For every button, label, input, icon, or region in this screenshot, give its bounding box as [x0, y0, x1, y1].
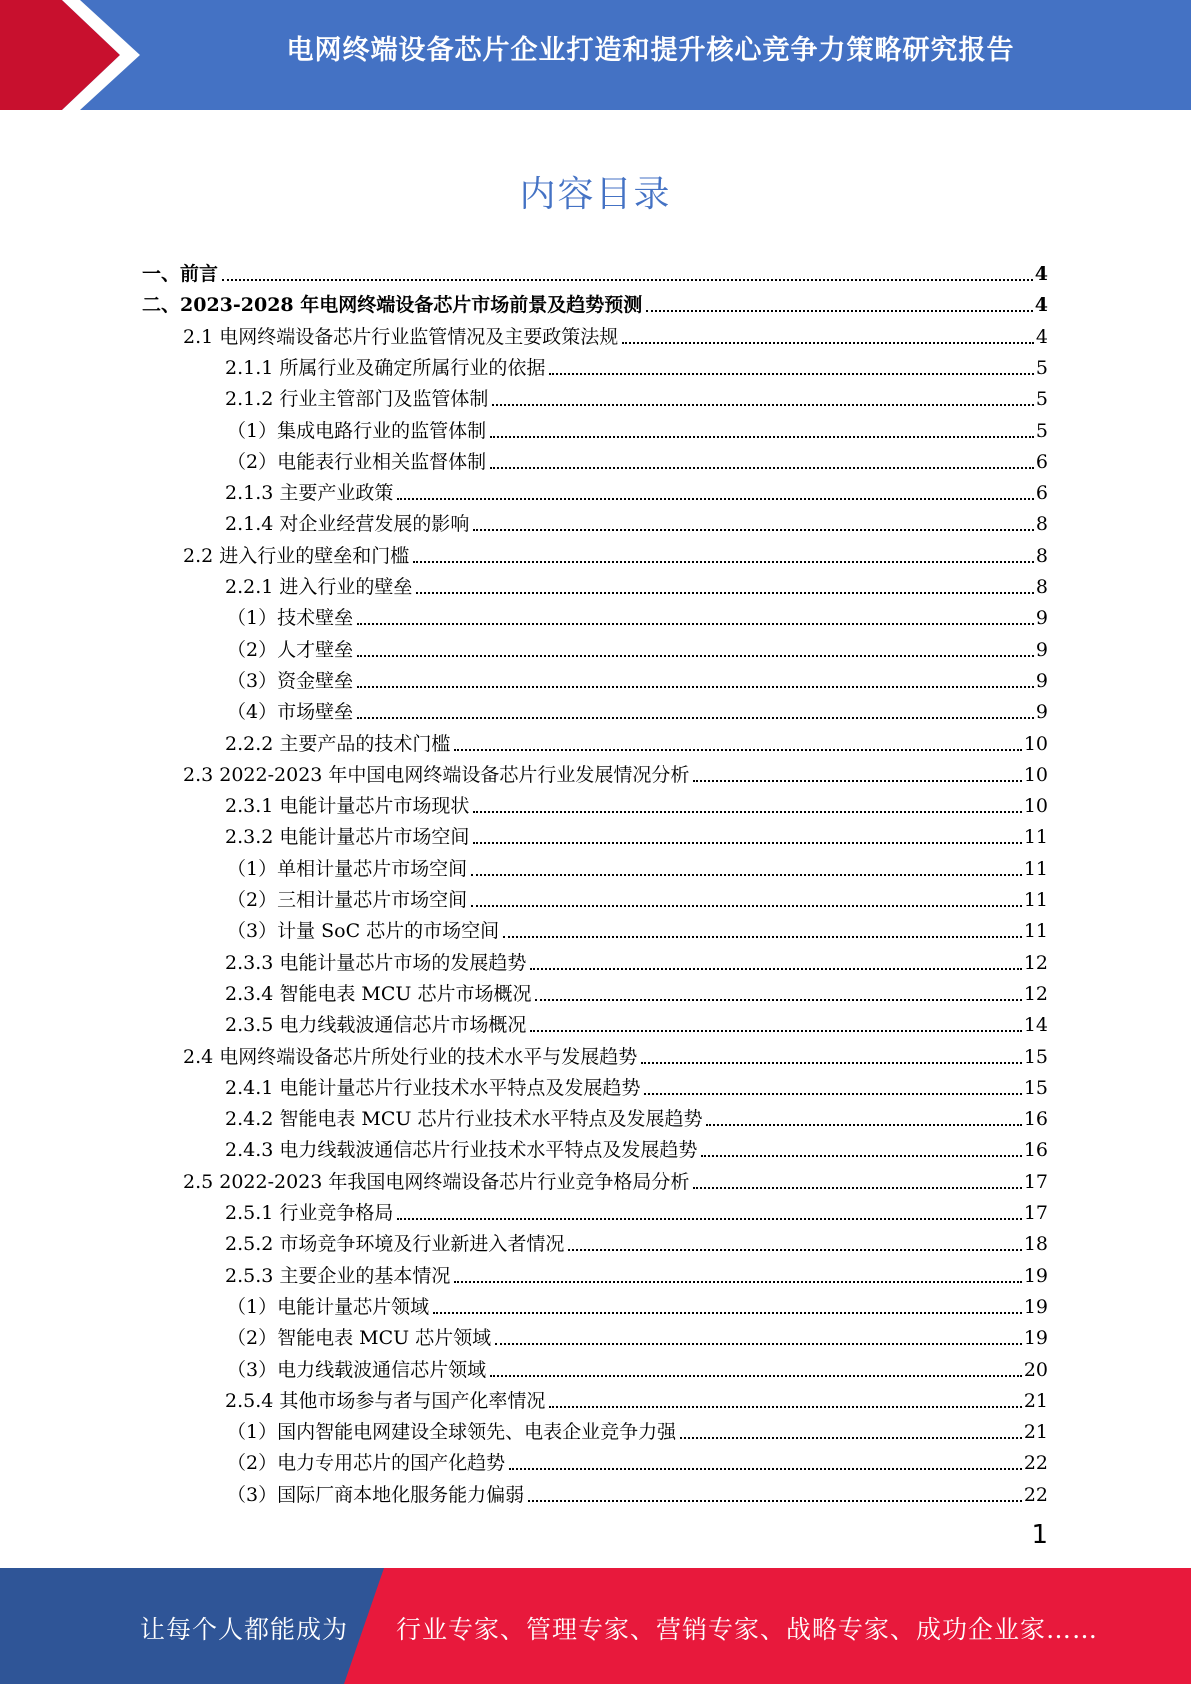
toc-entry-title: 2.3.5 电力线载波通信芯片市场概况 [225, 1014, 527, 1037]
toc-entry[interactable] [142, 254, 1048, 285]
toc-entry[interactable] [227, 598, 1048, 629]
header-banner [0, 0, 1191, 110]
toc-entry-page: 5 [1035, 419, 1048, 442]
toc-entry-title: （2）三相计量芯片市场空间 [227, 889, 468, 911]
report-title: 电网终端设备芯片企业打造和提升核心竞争力策略研究报告 [286, 35, 1015, 66]
toc-entry-title: 2.4.2 智能电表 MCU 芯片行业技术水平特点及发展趋势 [225, 1108, 703, 1131]
toc-entry-page: 14 [1023, 1014, 1048, 1037]
toc-entry[interactable] [227, 1412, 1048, 1443]
dot-leader [357, 655, 1034, 657]
toc-entry[interactable] [227, 849, 1048, 880]
toc-entry[interactable] [227, 692, 1048, 723]
dot-leader [530, 968, 1021, 970]
toc-entry-title: 2.2 进入行业的壁垒和门槛 [183, 544, 410, 567]
toc-entry[interactable] [225, 1005, 1048, 1036]
toc-entry-page: 5 [1035, 356, 1048, 379]
toc-entry-page: 6 [1035, 482, 1048, 505]
toc-entry[interactable] [227, 442, 1048, 473]
dot-leader [490, 467, 1034, 469]
toc-entry-title: 一、前言 [142, 263, 219, 285]
toc-entry-page: 11 [1023, 857, 1048, 880]
toc-entry-title: （3）电力线载波通信芯片领域 [227, 1358, 487, 1381]
dot-leader [644, 1093, 1021, 1095]
dot-leader [454, 749, 1021, 751]
toc-entry-title: 2.5.2 市场竞争环境及行业新进入者情况 [225, 1233, 565, 1256]
toc-entry[interactable] [225, 473, 1048, 504]
dot-leader [503, 936, 1022, 938]
toc-entry[interactable] [225, 786, 1048, 817]
toc-entry-title: （1）技术壁垒 [227, 607, 354, 630]
toc-entry-page: 8 [1035, 544, 1048, 567]
toc-entry-title: 二、2023-2028 年电网终端设备芯片市场前景及趋势预测 [142, 294, 643, 317]
toc-entry[interactable] [225, 1256, 1048, 1287]
dot-leader [357, 686, 1034, 688]
dot-leader [397, 498, 1034, 500]
toc-entry[interactable] [225, 1099, 1048, 1130]
toc-entry[interactable] [225, 1224, 1048, 1255]
dot-leader [473, 842, 1021, 844]
toc-entry-title: 2.2.2 主要产品的技术门槛 [225, 732, 451, 755]
toc-entry-page: 18 [1023, 1233, 1048, 1256]
toc-entry-page: 15 [1023, 1076, 1048, 1099]
toc-entry-page: 9 [1035, 607, 1048, 630]
toc-entry-title: 2.1.4 对企业经营发展的影响 [225, 513, 470, 536]
toc-entry-title: （3）资金壁垒 [227, 669, 354, 692]
toc-entry[interactable] [227, 911, 1048, 942]
dot-leader [490, 1375, 1022, 1377]
dot-leader [454, 1281, 1021, 1283]
dot-leader [693, 780, 1021, 782]
toc-entry-page: 11 [1023, 920, 1048, 943]
toc-entry-title: （4）市场壁垒 [227, 701, 354, 724]
toc-entry-page: 11 [1023, 889, 1048, 911]
dot-leader [471, 905, 1022, 907]
toc-entry[interactable] [225, 1068, 1048, 1099]
toc-entry-page: 8 [1035, 513, 1048, 536]
dot-leader [568, 1249, 1021, 1251]
toc-entry[interactable] [225, 379, 1048, 410]
toc-entry-page: 21 [1023, 1421, 1048, 1444]
toc-entry-title: （1）国内智能电网建设全球领先、电表企业竞争力强 [227, 1421, 677, 1444]
toc-entry-page: 8 [1035, 576, 1048, 598]
toc-entry-title: （2）人才壁垒 [227, 638, 354, 661]
toc-entry-title: 2.5.1 行业竞争格局 [225, 1202, 394, 1224]
toc-entry[interactable] [183, 317, 1048, 348]
dot-leader [509, 1468, 1022, 1470]
toc-entry-title: 2.4.3 电力线载波通信芯片行业技术水平特点及发展趋势 [225, 1139, 698, 1162]
toc-entry-page: 10 [1023, 795, 1048, 818]
toc-entry[interactable] [225, 567, 1048, 598]
toc-entry-title: 2.4.1 电能计量芯片行业技术水平特点及发展趋势 [225, 1076, 641, 1099]
dot-leader [492, 404, 1034, 406]
dot-leader [680, 1437, 1022, 1439]
toc-entry-page: 10 [1023, 763, 1048, 786]
toc-entry-page: 19 [1023, 1327, 1048, 1350]
toc-entry[interactable] [225, 1193, 1048, 1224]
dot-leader [416, 592, 1034, 594]
toc-entry-page: 17 [1023, 1202, 1048, 1224]
toc-entry-title: （1）电能计量芯片领域 [227, 1295, 430, 1318]
dot-leader [646, 310, 1033, 312]
dot-leader [495, 1343, 1022, 1345]
toc-entry[interactable] [142, 285, 1048, 316]
toc-entry[interactable] [227, 1475, 1048, 1506]
toc-entry-page: 15 [1023, 1045, 1048, 1068]
footer-slogan-right: 行业专家、管理专家、营销专家、战略专家、成功企业家…… [396, 1615, 1099, 1644]
dot-leader [622, 342, 1034, 344]
toc-entry-page: 9 [1035, 669, 1048, 692]
toc-entry[interactable] [225, 1381, 1048, 1412]
toc-entry[interactable] [225, 348, 1048, 379]
toc-entry-page: 4 [1034, 294, 1048, 317]
toc-entry[interactable] [225, 724, 1048, 755]
dot-leader [549, 1406, 1021, 1408]
toc-entry-title: 2.1.2 行业主管部门及监管体制 [225, 388, 489, 411]
toc-entry-page: 9 [1035, 638, 1048, 661]
toc-entry-page: 16 [1023, 1108, 1048, 1131]
toc-entry[interactable] [227, 1350, 1048, 1381]
toc-entry[interactable] [225, 504, 1048, 535]
toc-entry-page: 16 [1023, 1139, 1048, 1162]
dot-leader [357, 623, 1034, 625]
dot-leader [473, 529, 1034, 531]
toc-entry[interactable] [183, 536, 1048, 567]
dot-leader [413, 561, 1034, 563]
dot-leader [549, 373, 1034, 375]
toc-entry-title: （1）单相计量芯片市场空间 [227, 857, 468, 880]
toc-entry-page: 19 [1023, 1295, 1048, 1318]
dot-leader [701, 1155, 1021, 1157]
toc-entry[interactable] [227, 630, 1048, 661]
toc-entry-title: 2.1.3 主要产业政策 [225, 482, 394, 505]
toc-entry[interactable] [227, 1287, 1048, 1318]
toc-entry-title: 2.3.1 电能计量芯片市场现状 [225, 795, 470, 818]
toc-entry-title: 2.3.4 智能电表 MCU 芯片市场概况 [225, 982, 532, 1005]
toc-entry-page: 19 [1023, 1264, 1048, 1287]
toc-entry-page: 9 [1035, 701, 1048, 724]
toc-entry-title: 2.5 2022-2023 年我国电网终端设备芯片行业竞争格局分析 [183, 1170, 690, 1193]
toc-entry-page: 12 [1023, 982, 1048, 1005]
toc-entry-page: 11 [1023, 826, 1048, 849]
toc-entry-title: 2.1 电网终端设备芯片行业监管情况及主要政策法规 [183, 325, 619, 348]
dot-leader [357, 717, 1034, 719]
toc-entry[interactable] [227, 1443, 1048, 1474]
dot-leader [693, 1187, 1021, 1189]
dot-leader [473, 811, 1021, 813]
toc-entry-page: 17 [1023, 1170, 1048, 1193]
toc-entry-page: 10 [1023, 732, 1048, 755]
toc-entry-page: 6 [1035, 450, 1048, 473]
dot-leader [222, 279, 1033, 281]
toc-entry-page: 4 [1035, 325, 1048, 348]
toc-entry-page: 22 [1023, 1452, 1048, 1475]
toc-entry-title: 2.3.3 电能计量芯片市场的发展趋势 [225, 951, 527, 974]
toc-entry[interactable] [227, 411, 1048, 442]
toc-heading: 内容目录 [519, 174, 672, 215]
toc-entry-page: 20 [1023, 1358, 1048, 1381]
toc-entry-title: 2.2.1 进入行业的壁垒 [225, 576, 413, 598]
toc-entry-title: （3）国际厂商本地化服务能力偏弱 [227, 1483, 525, 1506]
dot-leader [530, 1030, 1021, 1032]
dot-leader [641, 1062, 1022, 1064]
toc-entry-title: 2.3 2022-2023 年中国电网终端设备芯片行业发展情况分析 [183, 763, 690, 786]
toc-entry-page: 5 [1035, 388, 1048, 411]
toc-entry-title: 2.5.4 其他市场参与者与国产化率情况 [225, 1389, 546, 1412]
toc-entry[interactable] [183, 1037, 1048, 1068]
toc-entry[interactable] [183, 1162, 1048, 1193]
page-number: 1 [1031, 1520, 1048, 1550]
toc-entry[interactable] [227, 661, 1048, 692]
toc-entry[interactable] [183, 755, 1048, 786]
toc-entry-page: 21 [1023, 1389, 1048, 1412]
toc-entry-title: （2）电力专用芯片的国产化趋势 [227, 1452, 506, 1475]
dot-leader [528, 1500, 1022, 1502]
dot-leader [433, 1312, 1022, 1314]
toc-entry[interactable] [225, 817, 1048, 848]
toc-entry-title: （2）智能电表 MCU 芯片领域 [227, 1327, 492, 1350]
dot-leader [397, 1218, 1021, 1220]
toc-entry-page: 12 [1023, 951, 1048, 974]
toc-entry[interactable] [225, 974, 1048, 1005]
toc-entry[interactable] [227, 880, 1048, 911]
dot-leader [535, 999, 1021, 1001]
toc-entry[interactable] [227, 1318, 1048, 1349]
toc-entry-page: 22 [1023, 1483, 1048, 1506]
toc-entry-title: （2）电能表行业相关监督体制 [227, 450, 487, 473]
toc-entry-title: （3）计量 SoC 芯片的市场空间 [227, 920, 500, 943]
toc-entry-title: 2.5.3 主要企业的基本情况 [225, 1264, 451, 1287]
chevron-arrow-icon [0, 0, 160, 110]
dot-leader [471, 874, 1022, 876]
dot-leader [706, 1124, 1021, 1126]
footer-banner [0, 1568, 1191, 1684]
toc-entry-title: 2.1.1 所属行业及确定所属行业的依据 [225, 356, 546, 379]
footer-slogan-left: 让每个人都能成为 [140, 1615, 349, 1644]
dot-leader [490, 436, 1034, 438]
toc-entry-title: 2.4 电网终端设备芯片所处行业的技术水平与发展趋势 [183, 1045, 638, 1068]
toc-entry-title: 2.3.2 电能计量芯片市场空间 [225, 826, 470, 849]
toc-entry[interactable] [225, 1130, 1048, 1161]
toc-entry-title: （1）集成电路行业的监管体制 [227, 419, 487, 442]
toc-entry-page: 4 [1034, 263, 1048, 285]
toc-entry[interactable] [225, 943, 1048, 974]
